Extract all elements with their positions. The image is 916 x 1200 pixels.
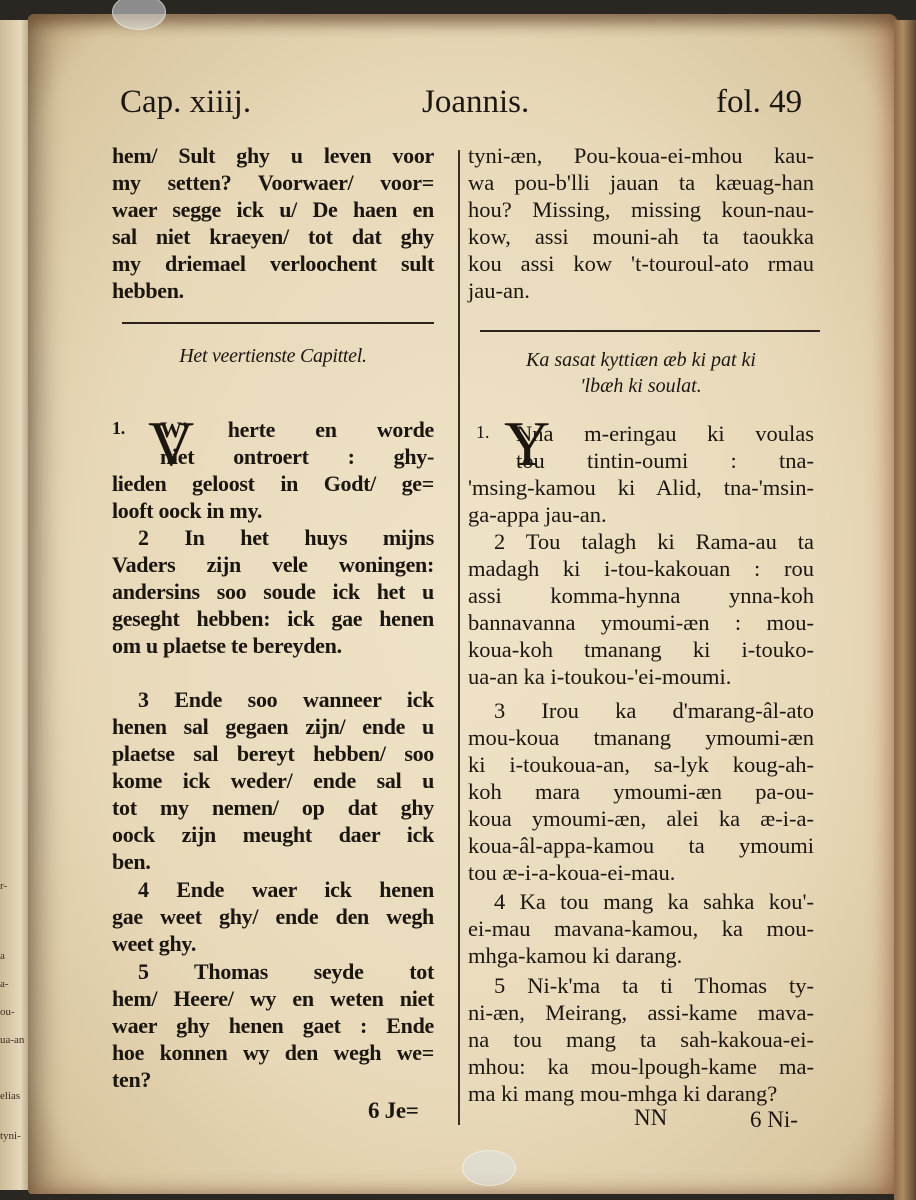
text-line: madagh ki i-tou-kakouan : rou bbox=[468, 556, 814, 581]
text-line: sal niet kraeyen/ tot dat ghy bbox=[112, 224, 434, 249]
signature-mark: NN bbox=[634, 1105, 668, 1130]
text-line: ma ki mang mou-mhga ki darang? bbox=[468, 1081, 778, 1106]
text-line: kow, assi mouni-ah ta taoukka bbox=[468, 224, 814, 249]
margin-fragment: tyni- bbox=[0, 1130, 21, 1142]
section-rule bbox=[122, 322, 434, 324]
text-line: kou assi kow 't-touroul-ato rmau bbox=[468, 251, 814, 276]
text-line: tou tintin-oumi : tna- bbox=[516, 448, 814, 473]
page-edge bbox=[894, 20, 916, 1200]
text-line: 3 Ende soo wanneer ick bbox=[138, 687, 434, 712]
text-line: kome ick weder/ ende sal u bbox=[112, 768, 434, 793]
text-line: ben. bbox=[112, 849, 151, 874]
text-line: jau-an. bbox=[468, 278, 530, 303]
margin-fragment: a- bbox=[0, 978, 9, 990]
text-line: plaetse sal bereyt hebben/ soo bbox=[112, 741, 434, 766]
heading-line: Ka sasat kyttiæn æb ki pat ki bbox=[526, 349, 756, 371]
text-line: na tou mang ta sah-kakoua-ei- bbox=[468, 1027, 814, 1052]
text-line: W' herte en worde bbox=[160, 417, 434, 442]
dutch-verse-3 bbox=[112, 686, 434, 875]
formosan-verse-1 bbox=[468, 420, 814, 528]
text-line: hou? Missing, missing koun-nau- bbox=[468, 197, 814, 222]
text-line: ua-an ka i-toukou-'ei-moumi. bbox=[468, 664, 732, 689]
text-line: waer ghy henen gaet : Ende bbox=[112, 1013, 434, 1038]
text-line: andersins soo soude ick het u bbox=[112, 579, 434, 604]
text-line: gae weet ghy/ ende den wegh bbox=[112, 904, 434, 929]
text-line: om u plaetse te bereyden. bbox=[112, 633, 342, 658]
text-line: hem/ Sult ghy u leven voor bbox=[112, 143, 434, 168]
text-line: 4 Ende waer ick henen bbox=[138, 877, 434, 902]
text-line: koua-âl-appa-kamou ta ymoumi bbox=[468, 833, 814, 858]
text-line: hebben. bbox=[112, 278, 184, 303]
text-line: tyni-æn, Pou-koua-ei-mhou kau- bbox=[468, 143, 814, 168]
running-head-chapter: Cap. xiiij. bbox=[120, 84, 252, 120]
margin-fragment: elias bbox=[0, 1090, 21, 1102]
margin-fragment: a bbox=[0, 950, 5, 962]
dutch-verse-1 bbox=[112, 408, 434, 524]
verse-number: 1. bbox=[476, 422, 490, 442]
text-line: geseght hebben: ick gae henen bbox=[112, 606, 434, 631]
text-line: waer segge ick u/ De haen en bbox=[112, 197, 434, 222]
text-line: hoe konnen wy den wegh we= bbox=[112, 1040, 434, 1065]
text-line: henen sal gegaen zijn/ ende u bbox=[112, 714, 434, 739]
text-line: assi komma-hynna ynna-koh bbox=[468, 583, 814, 608]
text-line: ei-mau mavana-kamou, ka mou- bbox=[468, 916, 814, 941]
dutch-verse-4 bbox=[112, 876, 434, 957]
heading-line: 'lbæh ki soulat. bbox=[580, 375, 702, 397]
text-line: 4 Ka tou mang ka sahka kou'- bbox=[494, 889, 814, 914]
text-line: hem/ Heere/ wy en weten niet bbox=[112, 986, 434, 1011]
text-line: oock zijn meught daer ick bbox=[112, 822, 434, 847]
formosan-continuation bbox=[468, 142, 814, 304]
formosan-verse-4 bbox=[468, 888, 814, 969]
page-clip bbox=[462, 1150, 516, 1186]
formosan-verse-5 bbox=[468, 972, 814, 1107]
text-line: mhga-kamou ki darang. bbox=[468, 943, 683, 968]
text-line: lieden geloost in Godt/ ge= bbox=[112, 471, 434, 496]
text-line: Nna m-eringau ki voulas bbox=[516, 421, 814, 446]
text-line: mou-koua tmanang ymoumi-æn bbox=[468, 725, 814, 750]
section-rule bbox=[480, 330, 820, 332]
column-divider bbox=[458, 150, 460, 1125]
text-line: tot my nemen/ op dat ghy bbox=[112, 795, 434, 820]
text-line: 5 Thomas seyde tot bbox=[138, 959, 434, 984]
dutch-verse-5 bbox=[112, 958, 434, 1093]
dutch-chapter-heading: Het veertienste Capittel. bbox=[179, 345, 367, 367]
margin-fragment: r- bbox=[0, 880, 8, 892]
text-line: koua ymoumi-æn, alei ka æ-i-a- bbox=[468, 806, 814, 831]
text-line: ten? bbox=[112, 1067, 152, 1092]
verse-number: 1. bbox=[112, 418, 125, 438]
text-line: 2 In het huys mijns bbox=[138, 525, 434, 550]
text-line: 5 Ni-k'ma ta ti Thomas ty- bbox=[494, 973, 814, 998]
text-line: my driemael verloochent sult bbox=[112, 251, 434, 276]
text-line: koua-koh tmanang ki i-touko- bbox=[468, 637, 814, 662]
dutch-verse-2 bbox=[112, 524, 434, 659]
dutch-continuation bbox=[112, 142, 434, 304]
text-line: Vaders zijn vele woningen: bbox=[112, 552, 434, 577]
drop-cap: V bbox=[148, 408, 194, 479]
text-line: 2 Tou talagh ki Rama-au ta bbox=[494, 529, 814, 554]
text-line: koh mara ymoumi-æn pa-ou- bbox=[468, 779, 814, 804]
running-head-book: Joannis. bbox=[422, 84, 530, 120]
drop-cap: Y bbox=[504, 408, 551, 479]
folio-number: fol. 49 bbox=[716, 84, 803, 120]
margin-fragment: ua-an bbox=[0, 1034, 25, 1046]
text-line: ga-appa jau-an. bbox=[468, 502, 607, 527]
text-line: bannavanna ymoumi-æn : mou- bbox=[468, 610, 814, 635]
text-line: 3 Irou ka d'marang-âl-ato bbox=[494, 698, 814, 723]
margin-fragment: ou- bbox=[0, 1006, 15, 1018]
text-line: wa pou-b'lli jauan ta kæuag-han bbox=[468, 170, 814, 195]
catchword: 6 Ni- bbox=[750, 1107, 798, 1132]
text-line: tou æ-i-a-koua-ei-mau. bbox=[468, 860, 676, 885]
text-line: ki i-toukoua-an, sa-lyk koug-ah- bbox=[468, 752, 814, 777]
formosan-verse-3 bbox=[468, 697, 814, 886]
text-line: niet ontroert : ghy- bbox=[160, 444, 434, 469]
text-line: weet ghy. bbox=[112, 931, 197, 956]
catchword: 6 Je= bbox=[368, 1098, 419, 1123]
text-line: 'msing-kamou ki Alid, tna-'msin- bbox=[468, 475, 814, 500]
formosan-chapter-heading bbox=[468, 347, 814, 399]
text-line: my setten? Voorwaer/ voor= bbox=[112, 170, 434, 195]
formosan-verse-2 bbox=[468, 528, 814, 690]
text-line: looft oock in my. bbox=[112, 498, 263, 523]
text-line: mhou: ka mou-lpough-kame ma- bbox=[468, 1054, 814, 1079]
text-line: ni-æn, Meirang, assi-kame mava- bbox=[468, 1000, 814, 1025]
